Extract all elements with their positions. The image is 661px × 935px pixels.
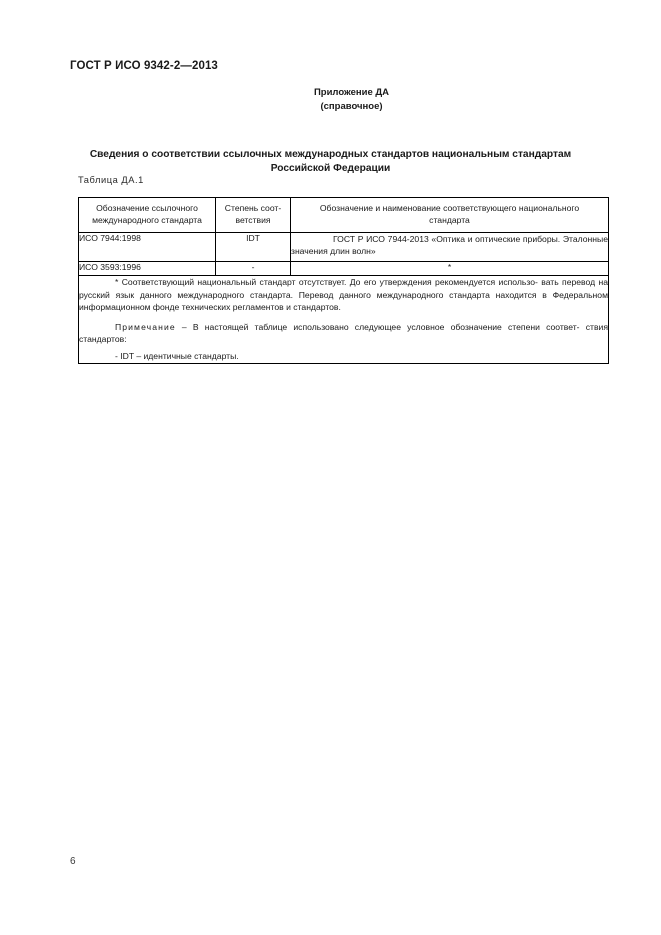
table-header-row	[79, 198, 609, 233]
note-line-2: ствия стандартов:	[79, 321, 609, 344]
note-label: Примечание	[115, 321, 176, 332]
page-number: 6	[70, 856, 76, 867]
table-caption: Таблица ДА.1	[78, 175, 144, 185]
table-footnote-cell	[79, 276, 609, 364]
cell-national-standard: *	[291, 262, 609, 276]
table-row	[79, 233, 609, 262]
column-header-reference-standard	[79, 198, 216, 233]
annex-heading-block	[0, 86, 661, 114]
cell-reference-standard: ИСО 3593:1996	[79, 262, 216, 276]
column-header-degree-line-2: ветствия	[235, 214, 271, 225]
table-footnote-row	[79, 276, 609, 364]
cell-degree: IDT	[216, 233, 291, 262]
cell-national-standard	[291, 233, 609, 262]
column-header-degree-line-1: Степень соот-	[224, 203, 282, 213]
note-item-text: - IDT – идентичные стандарты.	[115, 351, 239, 362]
footnote-line-2: вать перевод на русский язык данного международного стандарта. Перевод данного международного стандарта	[79, 277, 609, 300]
column-header-degree	[216, 198, 291, 233]
section-heading-line-2: Российской Федерации	[270, 163, 391, 175]
cell-degree: -	[216, 262, 291, 276]
section-heading-line-1: Сведения о соответствии ссылочных международных стандартов национальным стандартам	[89, 149, 572, 160]
cell-national-standard-line-2: Эталонные значения длин волн»	[291, 234, 609, 257]
column-header-reference-standard-line-2: международного стандарта	[92, 214, 202, 225]
cell-reference-standard: ИСО 7944:1998	[79, 233, 216, 262]
note-list-item	[79, 350, 608, 362]
footnote-paragraph	[79, 276, 608, 313]
note-line-1: – В настоящей таблице использовано следующее условное обозначение степени соответ-	[175, 321, 580, 332]
column-header-reference-standard-line-1: Обозначение ссылочного	[96, 203, 198, 213]
running-header: ГОСТ Р ИСО 9342-2—2013	[70, 60, 218, 72]
correspondence-table	[78, 197, 609, 364]
footnote-line-3: находится в Федеральном информационном фонде технических регламентов и стандартов.	[79, 289, 608, 313]
footnote-line-1: * Соответствующий национальный стандарт отсутствует. До его утверждения рекомендуется использо-	[115, 277, 538, 288]
table-row	[79, 262, 609, 276]
section-heading	[78, 148, 583, 177]
cell-national-standard-line-1: ГОСТ Р ИСО 7944-2013 «Оптика и оптические приборы.	[333, 234, 561, 245]
column-header-national-standard-line-1: Обозначение и наименование соответствующего национального	[319, 203, 580, 213]
annex-subtitle: (справочное)	[320, 100, 383, 112]
note-paragraph	[79, 321, 608, 346]
annex-title: Приложение ДА	[313, 87, 390, 98]
column-header-national-standard	[291, 198, 609, 233]
column-header-national-standard-line-2: стандарта	[429, 214, 470, 225]
